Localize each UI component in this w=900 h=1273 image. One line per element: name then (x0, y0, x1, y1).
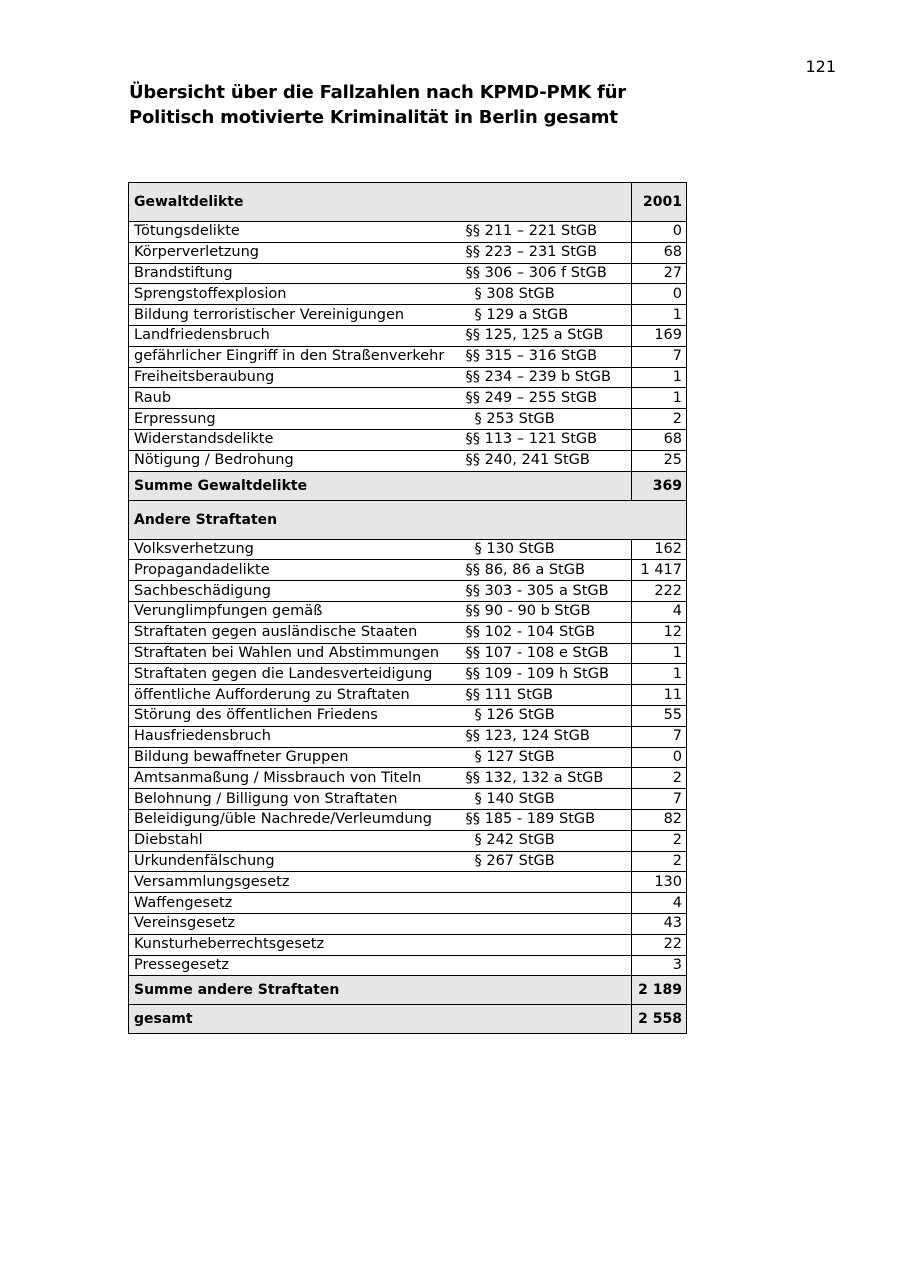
sum-other-crimes-row-label: Summe andere Straftaten (129, 976, 632, 1005)
legal-reference: § 253 StGB (461, 409, 632, 430)
offense-name: Körperverletzung (129, 242, 461, 263)
legal-reference: §§ 234 – 239 b StGB (461, 367, 632, 388)
offense-name: Tötungsdelikte (129, 222, 461, 243)
offense-name: Straftaten bei Wahlen und Abstimmungen (129, 643, 461, 664)
case-count: 43 (632, 913, 687, 934)
offense-name: Propagandadelikte (129, 560, 461, 581)
offense-name: öffentliche Aufforderung zu Straftaten (129, 685, 461, 706)
offense-name: Verunglimpfungen gemäß (129, 601, 461, 622)
year-header: 2001 (632, 183, 687, 222)
offense-name: Freiheitsberaubung (129, 367, 461, 388)
offense-name: Bildung terroristischer Vereinigungen (129, 305, 461, 326)
offense-name: Waffengesetz (129, 893, 461, 914)
table-row (129, 664, 687, 685)
offense-name: Bildung bewaffneter Gruppen (129, 747, 461, 768)
case-count: 12 (632, 622, 687, 643)
case-count: 2 (632, 768, 687, 789)
case-count: 1 (632, 367, 687, 388)
sum-violent-crimes-row-label: Summe Gewaltdelikte (129, 471, 632, 500)
table-row (129, 913, 687, 934)
case-count: 1 417 (632, 560, 687, 581)
total-row-label: gesamt (129, 1005, 632, 1034)
document-title-line-2: Politisch motivierte Kriminalität in Berlin gesamt (129, 107, 618, 128)
sum-violent-crimes-row-value: 369 (632, 471, 687, 500)
table-row (129, 685, 687, 706)
sum-other-crimes-row-value: 2 189 (632, 976, 687, 1005)
legal-reference: §§ 107 - 108 e StGB (461, 643, 632, 664)
case-count: 162 (632, 539, 687, 560)
offense-name: Brandstiftung (129, 263, 461, 284)
case-count: 0 (632, 222, 687, 243)
table-row (129, 955, 687, 976)
table-row (129, 388, 687, 409)
case-count: 4 (632, 601, 687, 622)
case-count: 2 (632, 851, 687, 872)
case-count: 27 (632, 263, 687, 284)
case-count: 1 (632, 388, 687, 409)
legal-reference: §§ 90 - 90 b StGB (461, 601, 632, 622)
legal-reference: § 242 StGB (461, 830, 632, 851)
case-count: 130 (632, 872, 687, 893)
offense-name: Belohnung / Billigung von Straftaten (129, 789, 461, 810)
legal-reference: §§ 123, 124 StGB (461, 726, 632, 747)
table-row (129, 367, 687, 388)
case-count: 222 (632, 581, 687, 602)
case-count: 169 (632, 325, 687, 346)
case-count: 68 (632, 429, 687, 450)
legal-reference: §§ 86, 86 a StGB (461, 560, 632, 581)
legal-reference: §§ 109 - 109 h StGB (461, 664, 632, 685)
legal-reference: § 308 StGB (461, 284, 632, 305)
offense-name: Straftaten gegen die Landesverteidigung (129, 664, 461, 685)
case-count: 1 (632, 305, 687, 326)
legal-reference: § 129 a StGB (461, 305, 632, 326)
table-row (129, 934, 687, 955)
table-row (129, 851, 687, 872)
total-row (129, 1005, 687, 1034)
case-count: 0 (632, 284, 687, 305)
legal-reference: §§ 306 – 306 f StGB (461, 263, 632, 284)
table-row (129, 560, 687, 581)
legal-reference: §§ 185 - 189 StGB (461, 809, 632, 830)
table-row (129, 643, 687, 664)
table-row (129, 789, 687, 810)
offense-name: Raub (129, 388, 461, 409)
table-row (129, 768, 687, 789)
offense-name: Hausfriedensbruch (129, 726, 461, 747)
offense-name: Sachbeschädigung (129, 581, 461, 602)
offense-name: Störung des öffentlichen Friedens (129, 705, 461, 726)
table-row (129, 409, 687, 430)
legal-reference: §§ 303 - 305 a StGB (461, 581, 632, 602)
table-row (129, 325, 687, 346)
table-row (129, 705, 687, 726)
offense-name: Straftaten gegen ausländische Staaten (129, 622, 461, 643)
offense-name: Pressegesetz (129, 955, 461, 976)
table-row (129, 346, 687, 367)
case-count: 7 (632, 726, 687, 747)
table-row (129, 726, 687, 747)
offense-name: Landfriedensbruch (129, 325, 461, 346)
table-row (129, 809, 687, 830)
table-row (129, 581, 687, 602)
case-statistics-table (128, 182, 687, 1034)
table-row (129, 450, 687, 471)
legal-reference: §§ 249 – 255 StGB (461, 388, 632, 409)
offense-name: Diebstahl (129, 830, 461, 851)
legal-reference (461, 893, 632, 914)
legal-reference: §§ 111 StGB (461, 685, 632, 706)
offense-name: Vereinsgesetz (129, 913, 461, 934)
table-row (129, 263, 687, 284)
case-count: 25 (632, 450, 687, 471)
legal-reference: § 140 StGB (461, 789, 632, 810)
case-count: 7 (632, 346, 687, 367)
case-count: 4 (632, 893, 687, 914)
table-body (129, 183, 687, 1034)
offense-name: Versammlungsgesetz (129, 872, 461, 893)
case-count: 3 (632, 955, 687, 976)
offense-name: gefährlicher Eingriff in den Straßenverkehr (129, 346, 461, 367)
offense-name: Kunsturheberrechtsgesetz (129, 934, 461, 955)
legal-reference: §§ 223 – 231 StGB (461, 242, 632, 263)
legal-reference: § 126 StGB (461, 705, 632, 726)
legal-reference: §§ 132, 132 a StGB (461, 768, 632, 789)
legal-reference: §§ 211 – 221 StGB (461, 222, 632, 243)
legal-reference (461, 934, 632, 955)
offense-name: Nötigung / Bedrohung (129, 450, 461, 471)
section-header-violent-crimes: Gewaltdelikte (129, 183, 632, 222)
page-number: 121 (805, 57, 836, 76)
table-row (129, 305, 687, 326)
case-count: 55 (632, 705, 687, 726)
table-row (129, 284, 687, 305)
case-count: 1 (632, 664, 687, 685)
offense-name: Sprengstoffexplosion (129, 284, 461, 305)
legal-reference: §§ 125, 125 a StGB (461, 325, 632, 346)
table-row (129, 893, 687, 914)
legal-reference: §§ 315 – 316 StGB (461, 346, 632, 367)
table-row (129, 872, 687, 893)
legal-reference: §§ 113 – 121 StGB (461, 429, 632, 450)
table-row (129, 747, 687, 768)
document-title-line-1: Übersicht über die Fallzahlen nach KPMD-PMK für (129, 82, 626, 103)
offense-name: Amtsanmaßung / Missbrauch von Titeln (129, 768, 461, 789)
table-row (129, 830, 687, 851)
offense-name: Volksverhetzung (129, 539, 461, 560)
document-title (129, 80, 689, 130)
offense-name: Urkundenfälschung (129, 851, 461, 872)
legal-reference: § 130 StGB (461, 539, 632, 560)
legal-reference (461, 913, 632, 934)
legal-reference: § 127 StGB (461, 747, 632, 768)
section-header-row (129, 500, 687, 539)
section-header-row (129, 183, 687, 222)
sum-violent-crimes-row (129, 471, 687, 500)
case-count: 22 (632, 934, 687, 955)
table-row (129, 429, 687, 450)
legal-reference: §§ 102 - 104 StGB (461, 622, 632, 643)
table-row (129, 622, 687, 643)
offense-name: Erpressung (129, 409, 461, 430)
table-row (129, 242, 687, 263)
sum-other-crimes-row (129, 976, 687, 1005)
case-count: 68 (632, 242, 687, 263)
case-count: 2 (632, 409, 687, 430)
table-row (129, 539, 687, 560)
total-row-value: 2 558 (632, 1005, 687, 1034)
case-count: 0 (632, 747, 687, 768)
legal-reference: §§ 240, 241 StGB (461, 450, 632, 471)
section-header-other-crimes: Andere Straftaten (129, 500, 687, 539)
case-count: 11 (632, 685, 687, 706)
offense-name: Beleidigung/üble Nachrede/Verleumdung (129, 809, 461, 830)
case-count: 2 (632, 830, 687, 851)
table-row (129, 222, 687, 243)
case-count: 82 (632, 809, 687, 830)
legal-reference: § 267 StGB (461, 851, 632, 872)
case-count: 1 (632, 643, 687, 664)
table-row (129, 601, 687, 622)
legal-reference (461, 872, 632, 893)
case-count: 7 (632, 789, 687, 810)
offense-name: Widerstandsdelikte (129, 429, 461, 450)
legal-reference (461, 955, 632, 976)
